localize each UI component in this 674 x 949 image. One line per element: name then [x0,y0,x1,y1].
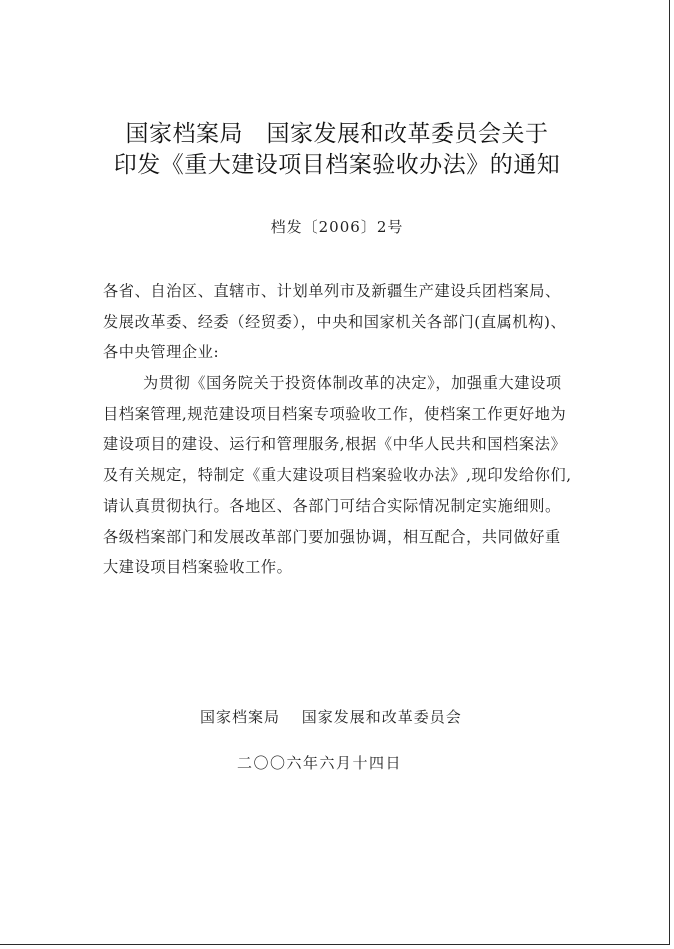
document-title-line-1: 国家档案局 国家发展和改革委员会关于 [125,121,549,147]
document-title-line-2: 印发《重大建设项目档案验收办法》的通知 [113,152,561,178]
issuer-signature: 国家档案局 国家发展和改革委员会 [200,708,462,726]
recipients-paragraph: 各省、自治区、直辖市、计划单列市及新疆生产建设兵团档案局、发展改革委、经委（经贸委），中央和国家机关各部门(直属机构)、各中央管理企业: [103,282,567,362]
body-paragraph: 为贯彻《国务院关于投资体制改革的决定》，加强重大建设项目档案管理,规范建设项目档案专项验收工作，使档案工作更好地为建设项目的建设、运行和管理服务,根据《中华人民共和国档案法》及有关规定，特制定《重大建设项目档案验收办法》,现印发给你们,请认真贯彻执行。各地区、各部门可结合实际情况制定实施细则。各级档案部门和发展改革部门要加强协调，相互配合，共同做好重大建设项目档案验收工作。 [103,374,572,577]
issue-date: 二〇〇六年六月十四日 [237,754,403,772]
page-edge-bottom [0,944,670,945]
page-edge-right [669,0,670,945]
document-number: 档发〔2006〕2号 [270,218,404,236]
